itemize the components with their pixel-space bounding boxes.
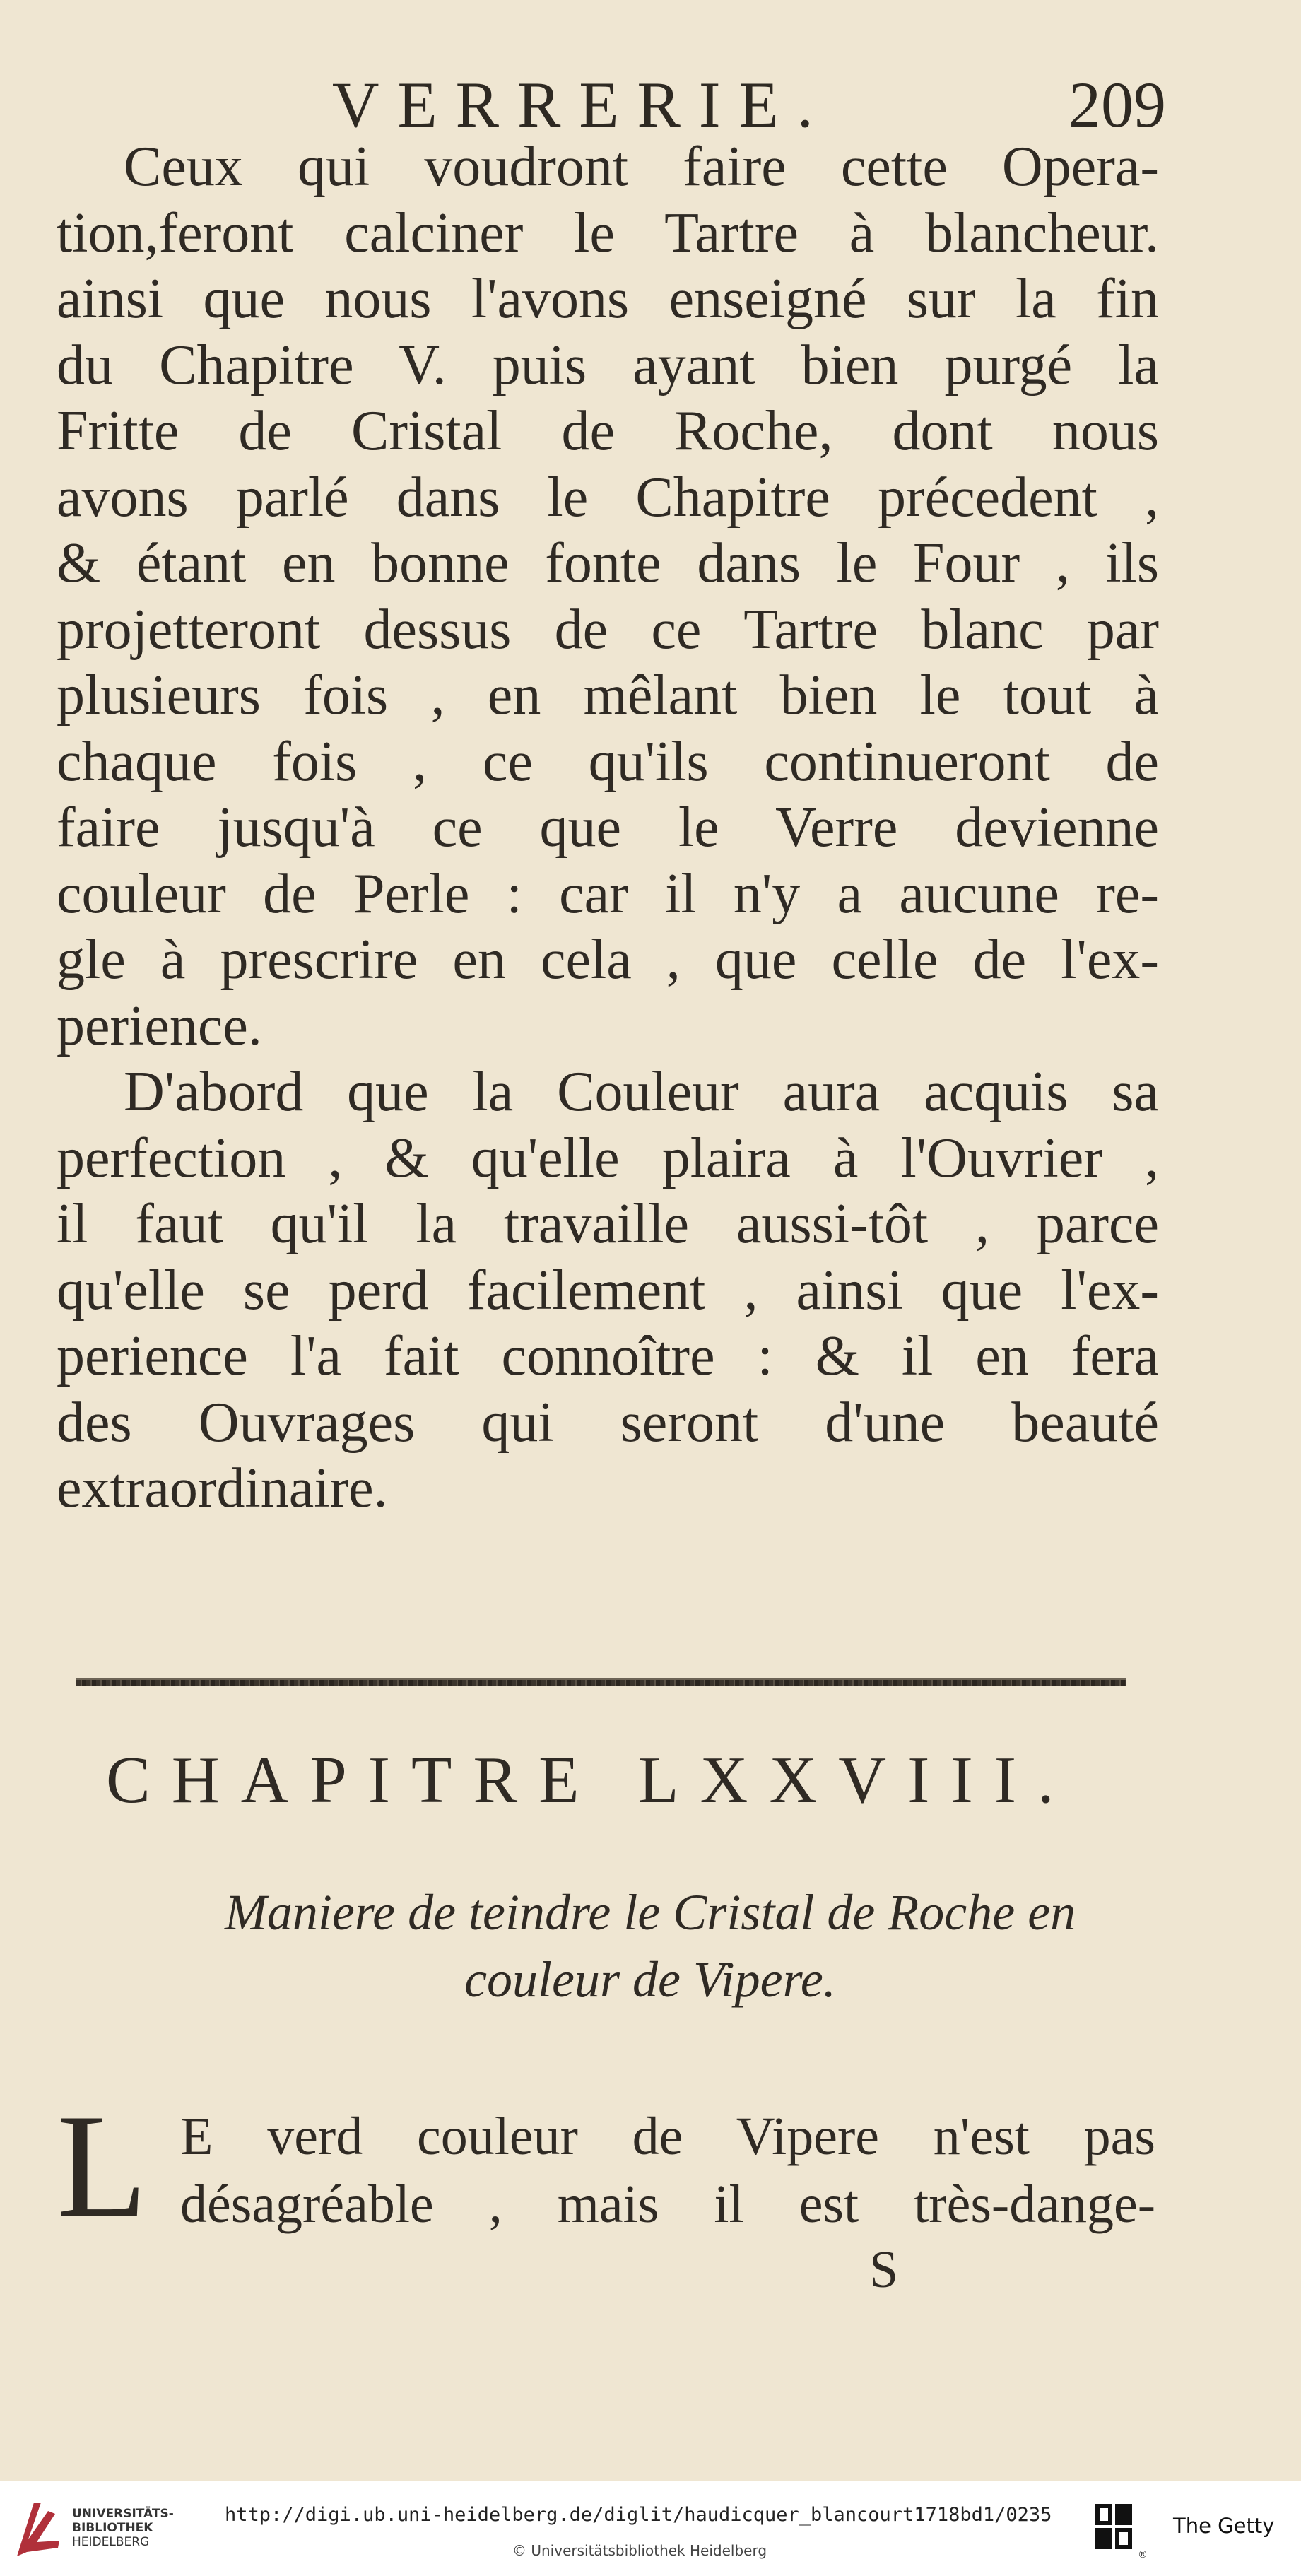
text-line: & étant en bonne fonte dans le Four , ils xyxy=(57,532,1159,594)
text-line: Fritte de Cristal de Roche, dont nous xyxy=(57,400,1159,462)
text-line: extraordinaire. xyxy=(57,1457,388,1519)
chapter-heading: CHAPITRE LXXVIII. xyxy=(106,1743,1076,1817)
body-text xyxy=(57,134,1159,1522)
getty-logo-icon xyxy=(1094,2503,1135,2552)
text-line: plusieurs fois , en mêlant bien le tout à xyxy=(57,664,1159,727)
text-line: perfection , & qu'elle plaira à l'Ouvrier , xyxy=(57,1127,1159,1189)
text-line: gle à prescrire en cela , que celle de l'ex- xyxy=(57,929,1159,991)
paragraph xyxy=(57,134,1159,1059)
copyright-notice: © Universitätsbibliothek Heidelberg xyxy=(512,2542,767,2559)
text-line: E verd couleur de Vipere n'est pas xyxy=(180,2107,1155,2166)
text-line: du Chapitre V. puis ayant bien purgé la xyxy=(57,334,1159,396)
partner-name: The Getty xyxy=(1173,2514,1275,2538)
drop-cap: L xyxy=(57,2084,148,2248)
institution-line: UNIVERSITÄTS- xyxy=(72,2507,174,2521)
running-title: VERRERIE. xyxy=(332,69,832,141)
text-line: perience l'a fait connoître : & il en fera xyxy=(57,1325,1159,1387)
text-line: couleur de Perle : car il n'y a aucune re- xyxy=(57,862,1159,925)
text-line: avons parlé dans le Chapitre précedent , xyxy=(57,466,1159,529)
text-line: qu'elle se perd facilement , ainsi que l'ex- xyxy=(57,1259,1159,1322)
text-line: ainsi que nous l'avons enseigné sur la fin xyxy=(57,268,1159,330)
text-line: désagréable , mais il est très-dange- xyxy=(180,2175,1155,2234)
text-line: chaque fois , ce qu'ils continueront de xyxy=(57,730,1159,793)
ornamental-rule xyxy=(76,1678,1126,1686)
permalink-url[interactable]: http://digi.ub.uni-heidelberg.de/diglit/haudicquer_blancourt1718bd1/0235 xyxy=(225,2504,1052,2526)
text-line: faire jusqu'à ce que le Verre devienne xyxy=(57,796,1159,859)
text-line: perience. xyxy=(57,994,262,1057)
text-line: tion,feront calciner le Tartre à blancheur. xyxy=(57,201,1159,264)
institution-name xyxy=(72,2507,174,2549)
text-line: D'abord que la Couleur aura acquis sa xyxy=(124,1061,1159,1123)
viewer-footer xyxy=(0,2481,1301,2576)
paragraph xyxy=(57,1059,1159,1522)
university-logo-icon xyxy=(13,2497,64,2560)
running-head xyxy=(332,67,1166,145)
text-line: Ceux qui voudront faire cette Opera- xyxy=(124,136,1159,198)
institution-line: HEIDELBERG xyxy=(72,2535,150,2549)
chapter-subtitle: couleur de Vipere. xyxy=(464,1951,836,2008)
text-line: il faut qu'il la travaille aussi-tôt , parce xyxy=(57,1193,1159,1255)
registered-mark: ® xyxy=(1138,2549,1148,2560)
signature-mark: S xyxy=(869,2241,899,2299)
text-line: projetteront dessus de ce Tartre blanc par xyxy=(57,598,1159,661)
page-number: 209 xyxy=(1069,69,1166,141)
chapter-subtitle: Maniere de teindre le Cristal de Roche en xyxy=(224,1884,1076,1941)
text-line: des Ouvrages qui seront d'une beauté xyxy=(57,1391,1159,1454)
institution-line: BIBLIOTHEK xyxy=(72,2521,153,2535)
chapter-text xyxy=(180,2102,1155,2238)
